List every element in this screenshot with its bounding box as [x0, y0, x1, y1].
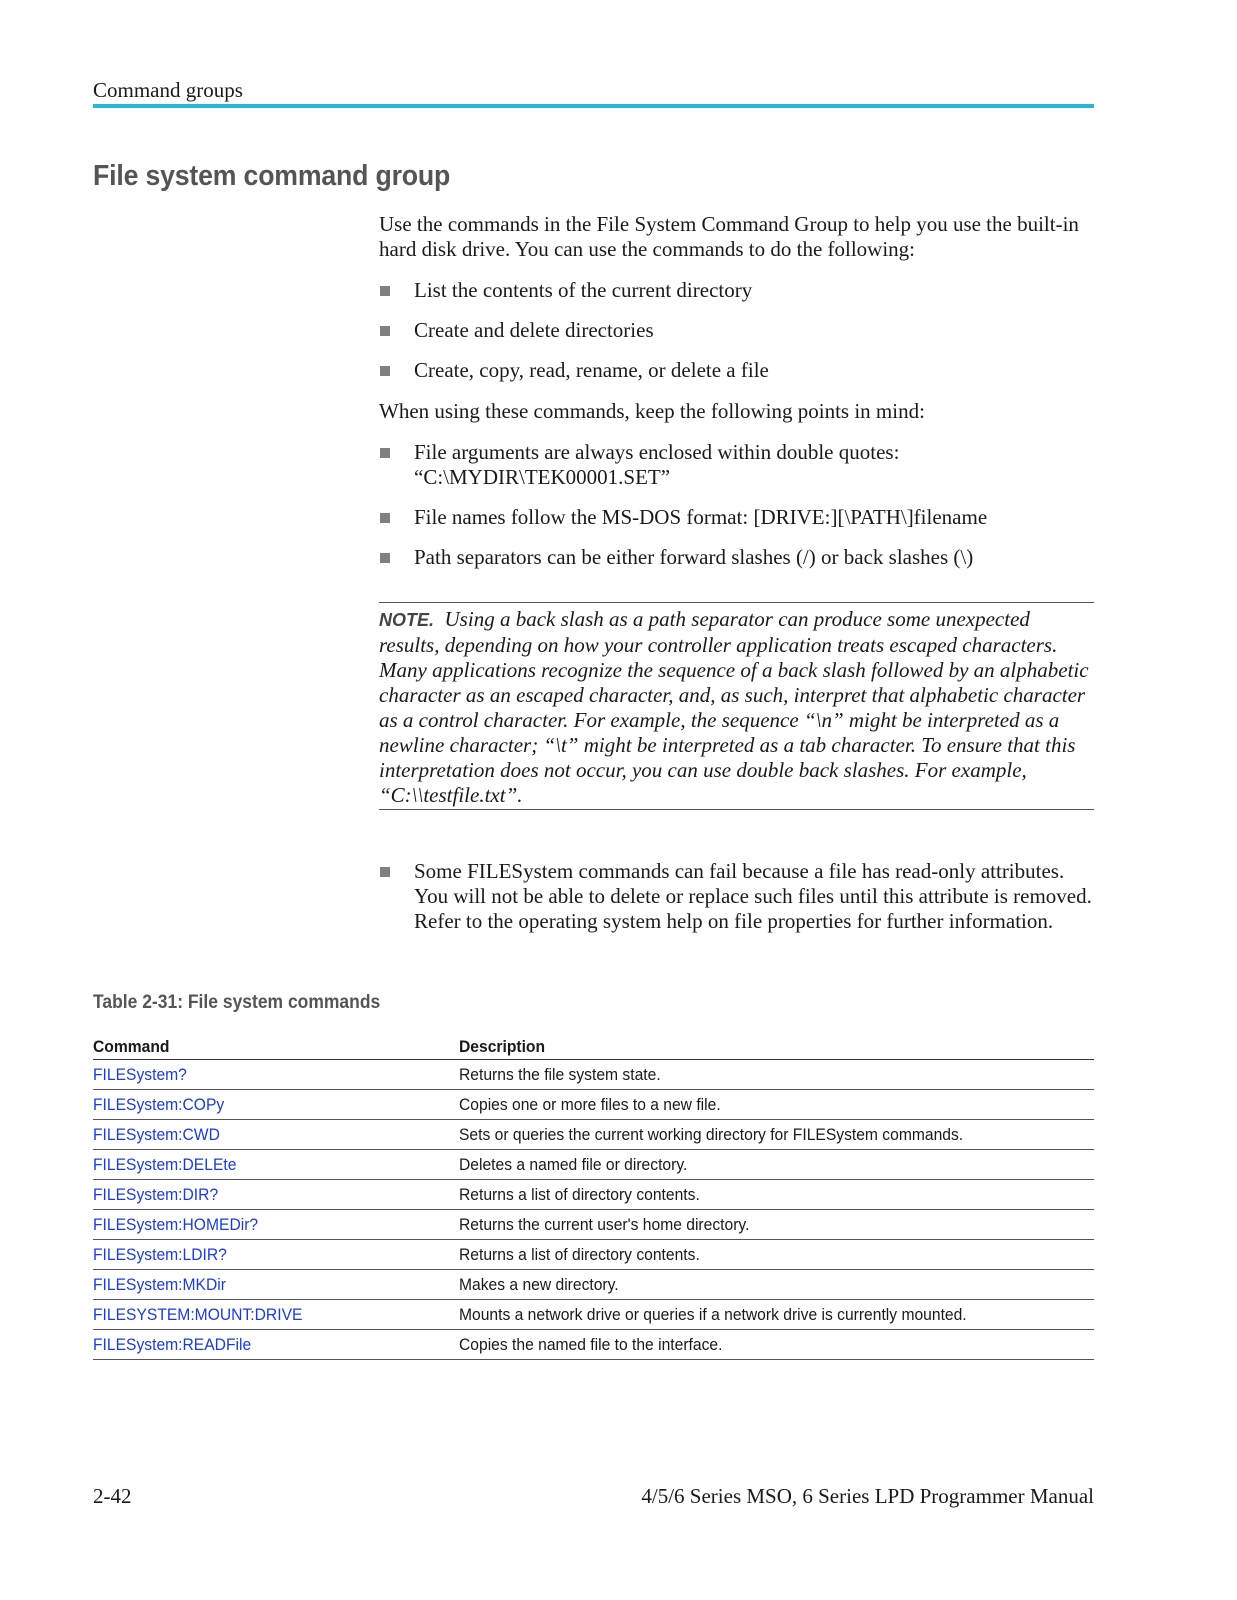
command-description: Returns the current user's home directory.	[459, 1210, 1094, 1240]
command-description: Returns a list of directory contents.	[459, 1180, 1094, 1210]
table-row	[93, 1150, 1094, 1180]
table-row	[93, 1090, 1094, 1120]
bullet-square-icon	[380, 326, 390, 336]
note-label: NOTE.	[379, 610, 435, 630]
table-row	[93, 1270, 1094, 1300]
table-row	[93, 1300, 1094, 1330]
readonly-point-text: Some FILESystem commands can fail because a file has read-only attributes. You will not be able to delete or replace such files until this attribute is removed. Refer to the operating system help on file properties for further information.	[414, 859, 1092, 933]
capability-text: Create and delete directories	[414, 318, 654, 342]
column-header-command: Command	[93, 1031, 459, 1060]
points-intro-paragraph	[379, 399, 1094, 424]
command-description: Deletes a named file or directory.	[459, 1150, 1094, 1180]
bullet-square-icon	[380, 553, 390, 563]
command-link[interactable]: FILESystem:LDIR?	[93, 1240, 459, 1270]
note-paragraph	[379, 607, 1094, 808]
capability-text: List the contents of the current directory	[414, 278, 753, 302]
command-link[interactable]: FILESystem:CWD	[93, 1120, 459, 1150]
file-system-commands-table	[93, 1031, 1094, 1360]
bullet-square-icon	[380, 513, 390, 523]
point-text: Path separators can be either forward slashes (/) or back slashes (\)	[414, 545, 974, 569]
command-description: Copies one or more files to a new file.	[459, 1090, 1094, 1120]
note-box	[379, 602, 1094, 810]
table-caption: Table 2-31: File system commands	[93, 992, 381, 1013]
command-link[interactable]: FILESystem:DELEte	[93, 1150, 459, 1180]
page-number: 2-42	[93, 1484, 132, 1508]
section-title: File system command group	[93, 160, 451, 192]
command-link[interactable]: FILESystem:COPy	[93, 1090, 459, 1120]
command-description: Mounts a network drive or queries if a network drive is currently mounted.	[459, 1300, 1094, 1330]
command-description: Returns a list of directory contents.	[459, 1240, 1094, 1270]
command-description: Returns the file system state.	[459, 1060, 1094, 1090]
bullet-square-icon	[380, 448, 390, 458]
point-text: File arguments are always enclosed within double quotes: “C:\MYDIR\TEK00001.SET”	[414, 440, 900, 489]
command-link[interactable]: FILESystem:READFile	[93, 1330, 459, 1360]
table-row	[93, 1120, 1094, 1150]
intro-paragraph	[379, 212, 1094, 262]
column-header-description: Description	[459, 1031, 1094, 1060]
command-description: Makes a new directory.	[459, 1270, 1094, 1300]
command-link[interactable]: FILESystem:DIR?	[93, 1180, 459, 1210]
point-text: File names follow the MS-DOS format: [DRIVE:][\PATH\]filename	[414, 505, 988, 529]
table-row	[93, 1330, 1094, 1360]
command-description: Sets or queries the current working directory for FILESystem commands.	[459, 1120, 1094, 1150]
bullet-square-icon	[380, 366, 390, 376]
manual-title: 4/5/6 Series MSO, 6 Series LPD Programmer Manual	[641, 1484, 1094, 1508]
intro-text: Use the commands in the File System Command Group to help you use the built-in hard disk drive. You can use the commands to do the following:	[379, 212, 1079, 261]
command-link[interactable]: FILESystem?	[93, 1060, 459, 1090]
command-link[interactable]: FILESystem:HOMEDir?	[93, 1210, 459, 1240]
points-intro-text: When using these commands, keep the following points in mind:	[379, 399, 925, 423]
running-header: Command groups	[93, 78, 243, 102]
capability-text: Create, copy, read, rename, or delete a file	[414, 358, 769, 382]
table-header-row	[93, 1031, 1094, 1060]
table-row	[93, 1240, 1094, 1270]
header-rule	[93, 104, 1094, 108]
bullet-square-icon	[380, 286, 390, 296]
note-text: Using a back slash as a path separator can produce some unexpected results, depending on how your controller application treats escaped characters. Many applications recognize the sequence of a back slash followed by an alphabetic character as an escaped character, and, as such, interpret that alphabetic character as a control character. For example, the sequence “\n” might be interpreted as a newline character; “\t” might be interpreted as a tab character. To ensure that this interpretation does not occur, you can use double back slashes. For example, “C:\\testfile.txt”.	[379, 607, 1089, 807]
command-link[interactable]: FILESystem:MKDir	[93, 1270, 459, 1300]
table-row	[93, 1210, 1094, 1240]
table-row	[93, 1180, 1094, 1210]
command-description: Copies the named file to the interface.	[459, 1330, 1094, 1360]
table-row	[93, 1060, 1094, 1090]
bullet-square-icon	[380, 867, 390, 877]
command-link[interactable]: FILESYSTEM:MOUNT:DRIVE	[93, 1300, 459, 1330]
